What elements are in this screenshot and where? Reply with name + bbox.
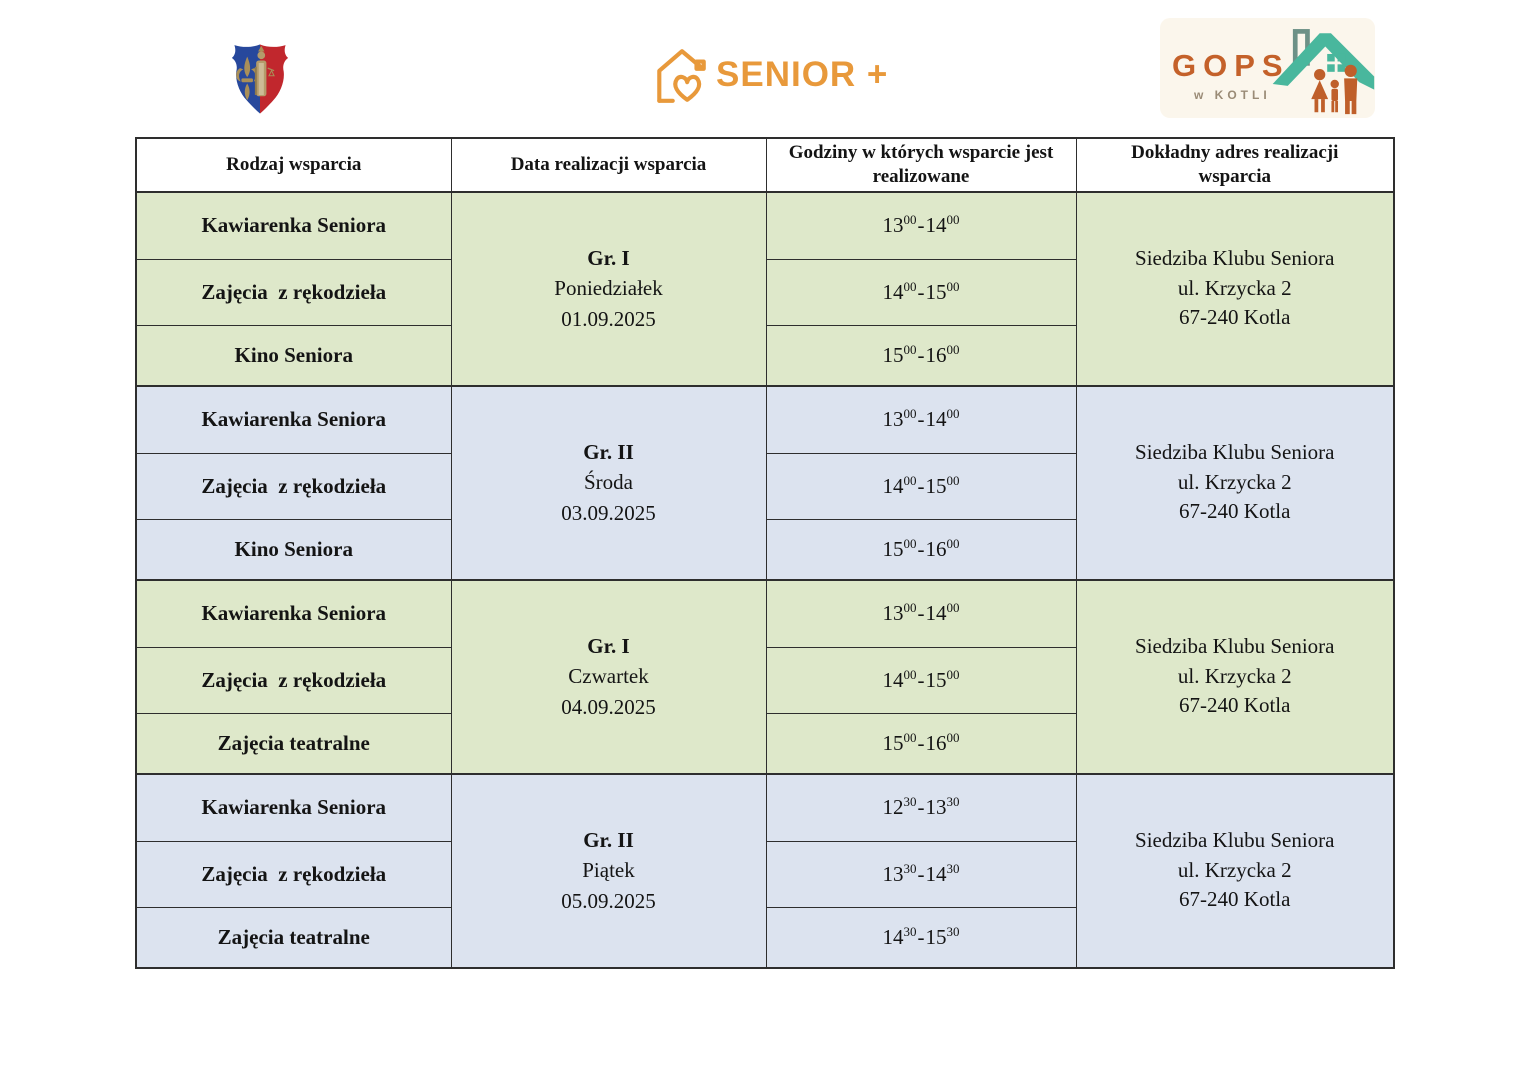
group-label: Gr. I (587, 633, 630, 658)
table-row (136, 774, 1394, 842)
time-cell (766, 454, 1076, 520)
senior-plus-house-heart-icon (650, 44, 712, 106)
time-range: $14^{30}-15^{30}$ (882, 923, 960, 949)
time-range: $14^{00}-15^{00}$ (882, 473, 960, 498)
time-cell (766, 326, 1076, 386)
date-label: 03.09.2025 (561, 500, 656, 525)
column-header-data: Data realizacji wsparcia (451, 138, 766, 192)
address-line: Siedziba Klubu Seniora (1135, 245, 1335, 270)
activity-cell: Kawiarenka Seniora (136, 386, 451, 454)
day-label: Czwartek (568, 664, 649, 689)
address-cell (1076, 774, 1394, 968)
activity-cell: Kawiarenka Seniora (136, 192, 451, 260)
schedule-cell (451, 774, 766, 968)
schedule-table-container (135, 137, 1395, 969)
date-label: 04.09.2025 (561, 694, 656, 719)
group-label: Gr. II (583, 827, 634, 852)
activity-cell: Zajęcia z rękodzieła (136, 260, 451, 326)
date-label: 01.09.2025 (561, 306, 656, 331)
time-cell (766, 520, 1076, 580)
time-range: $13^{00}-14^{00}$ (882, 406, 960, 432)
time-range: $14^{00}-15^{00}$ (882, 667, 960, 692)
group-label: Gr. II (583, 439, 634, 464)
date-label: 05.09.2025 (561, 888, 656, 913)
activity-cell: Zajęcia z rękodzieła (136, 842, 451, 908)
gops-title: GOPS (1172, 48, 1290, 83)
address-line: ul. Krzycka 2 (1177, 469, 1292, 494)
address-line: ul. Krzycka 2 (1177, 663, 1292, 688)
activity-cell: Kawiarenka Seniora (136, 580, 451, 648)
time-cell (766, 192, 1076, 260)
address-line: ul. Krzycka 2 (1177, 275, 1292, 300)
time-cell (766, 714, 1076, 774)
time-range: $15^{00}-16^{00}$ (882, 341, 960, 367)
column-header-adres: Dokładny adres realizacji wsparcia (1076, 138, 1394, 192)
time-range: $12^{30}-13^{30}$ (882, 794, 960, 820)
schedule-cell (451, 192, 766, 386)
activity-cell: Zajęcia z rękodzieła (136, 454, 451, 520)
schedule-table (135, 137, 1395, 969)
time-cell (766, 260, 1076, 326)
address-line: 67-240 Kotla (1179, 305, 1291, 330)
table-row (136, 192, 1394, 260)
activity-cell: Kino Seniora (136, 326, 451, 386)
address-cell (1076, 386, 1394, 580)
activity-cell: Kawiarenka Seniora (136, 774, 451, 842)
activity-cell: Zajęcia z rękodzieła (136, 648, 451, 714)
address-cell (1076, 580, 1394, 774)
column-header-godziny: Godziny w których wsparcie jest realizowane (766, 138, 1076, 192)
day-label: Środa (584, 470, 633, 495)
time-cell (766, 774, 1076, 842)
table-row (136, 580, 1394, 648)
time-cell (766, 580, 1076, 648)
time-range: $13^{00}-14^{00}$ (882, 600, 960, 626)
time-range: $15^{00}-16^{00}$ (882, 729, 960, 755)
gops-logo (1160, 18, 1375, 118)
day-label: Piątek (582, 858, 635, 883)
senior-plus-label: SENIOR + (716, 55, 889, 94)
day-label: Poniedziałek (554, 276, 663, 301)
time-cell (766, 386, 1076, 454)
schedule-cell (451, 580, 766, 774)
address-line: 67-240 Kotla (1179, 693, 1291, 718)
time-cell (766, 842, 1076, 908)
address-line: Siedziba Klubu Seniora (1135, 439, 1335, 464)
schedule-cell (451, 386, 766, 580)
table-header-row (136, 138, 1394, 192)
table-row (136, 386, 1394, 454)
activity-cell: Zajęcia teatralne (136, 714, 451, 774)
time-cell (766, 908, 1076, 968)
page-header (0, 0, 1527, 137)
gops-subtitle: w KOTLI (1194, 88, 1271, 102)
time-range: $13^{30}-14^{30}$ (882, 861, 960, 886)
address-line: Siedziba Klubu Seniora (1135, 827, 1335, 852)
group-label: Gr. I (587, 245, 630, 270)
address-cell (1076, 192, 1394, 386)
address-line: 67-240 Kotla (1179, 887, 1291, 912)
kotla-coat-of-arms-icon (228, 40, 292, 118)
time-range: $13^{00}-14^{00}$ (882, 212, 960, 238)
time-cell (766, 648, 1076, 714)
activity-cell: Kino Seniora (136, 520, 451, 580)
column-header-rodzaj: Rodzaj wsparcia (136, 138, 451, 192)
time-range: $14^{00}-15^{00}$ (882, 279, 960, 304)
gops-house-family-icon (1270, 22, 1375, 116)
address-line: 67-240 Kotla (1179, 499, 1291, 524)
senior-plus-logo (650, 42, 888, 108)
address-line: Siedziba Klubu Seniora (1135, 633, 1335, 658)
time-range: $15^{00}-16^{00}$ (882, 535, 960, 561)
activity-cell: Zajęcia teatralne (136, 908, 451, 968)
address-line: ul. Krzycka 2 (1177, 857, 1292, 882)
